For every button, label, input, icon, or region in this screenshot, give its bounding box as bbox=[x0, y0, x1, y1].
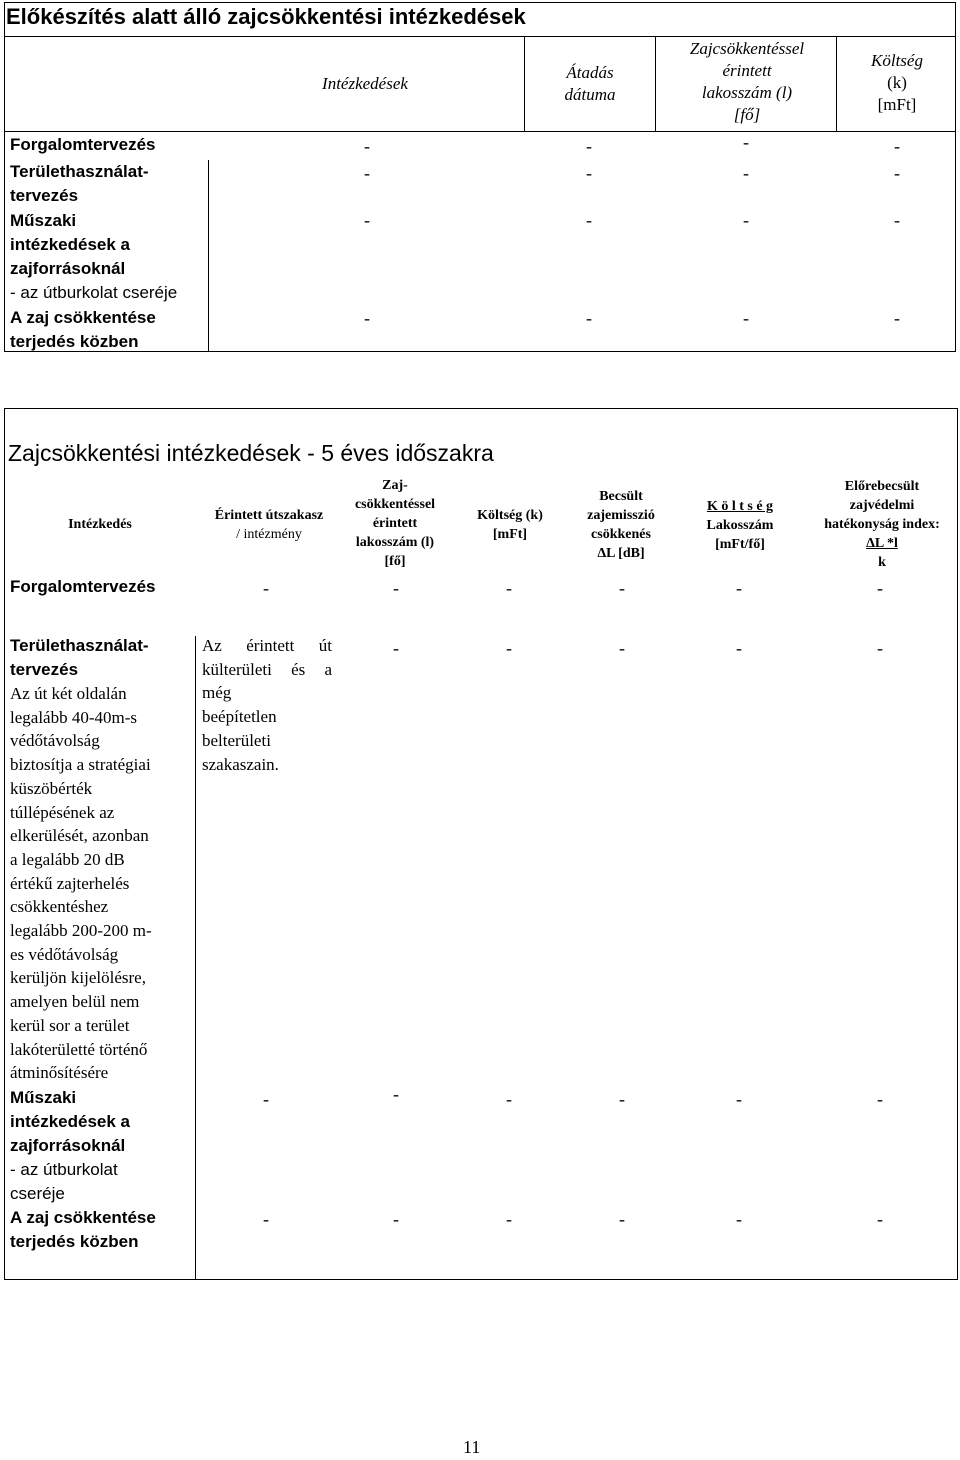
cell-value: - bbox=[894, 163, 900, 183]
cell-value: - bbox=[736, 578, 742, 598]
header-affected-population: Zaj- csökkentéssel érintett lakosszám (l) [fő] bbox=[354, 478, 436, 569]
cell-value: - bbox=[393, 578, 399, 598]
divider bbox=[836, 36, 837, 132]
cell-value: - bbox=[743, 132, 749, 152]
cell-value: - bbox=[586, 163, 592, 183]
table2-title: Zajcsökkentési intézkedések - 5 éves időszakra bbox=[8, 440, 494, 466]
cell-value: - bbox=[393, 638, 399, 658]
header-affected-section: Érintett útszakasz / intézmény bbox=[214, 508, 324, 542]
divider bbox=[524, 36, 525, 132]
cell-value: - bbox=[393, 1084, 399, 1104]
cell-value: - bbox=[743, 210, 749, 230]
cell-value: - bbox=[263, 578, 269, 598]
header-measures: Intézkedések bbox=[322, 74, 408, 93]
cell-value: - bbox=[506, 1209, 512, 1229]
cell-value: - bbox=[506, 1089, 512, 1109]
header-affected-population: Zajcsökkentéssel érintett lakosszám (l) [fő] bbox=[689, 39, 805, 124]
cell-value: - bbox=[506, 638, 512, 658]
cell-value: - bbox=[894, 308, 900, 328]
divider bbox=[655, 36, 656, 132]
cell-value: - bbox=[393, 1209, 399, 1229]
row-label-land-use-planning: Területhasználat- tervezés Az út két oldalán legalább 40-40m-s védőtávolság biztosítja a stratégiai küszöbérték túllépésének az elkerülését, azonban a legalább 20 dB értékű zajterhelés csökkentéshez legalább 200-200 m- es védőtávolság kerüljön kijelölésre, amelyen belül nem kerül sor a terület lakóterületté történő átminősítésére bbox=[10, 634, 194, 1085]
row-label-land-use-planning: Területhasználat- tervezés bbox=[10, 162, 149, 205]
cell-value: - bbox=[894, 136, 900, 156]
cell-value: - bbox=[586, 210, 592, 230]
cell-value: - bbox=[364, 163, 370, 183]
cell-value: - bbox=[263, 1089, 269, 1109]
cell-value: - bbox=[364, 308, 370, 328]
row-label-traffic-planning: Forgalomtervezés bbox=[10, 577, 156, 596]
row-label-technical-measures: Műszaki intézkedések a zajforrásoknál - az útburkolat cseréje bbox=[10, 211, 178, 302]
header-handover-date: Átadás dátuma bbox=[564, 63, 616, 104]
cell-value: - bbox=[736, 1209, 742, 1229]
cell-value: - bbox=[736, 1089, 742, 1109]
cell-value: - bbox=[586, 308, 592, 328]
cell-value: - bbox=[263, 1209, 269, 1229]
cell-value: - bbox=[619, 578, 625, 598]
table1-title: Előkészítés alatt álló zajcsökkentési intézkedések bbox=[6, 4, 526, 29]
row-label-noise-reduction-propagation: A zaj csökkentése terjedés közben bbox=[10, 1208, 156, 1251]
cell-value: - bbox=[619, 638, 625, 658]
row-label-traffic-planning: Forgalomtervezés bbox=[10, 135, 156, 154]
row-label-noise-reduction-propagation: A zaj csökkentése terjedés közben bbox=[10, 308, 156, 351]
cell-value: - bbox=[506, 578, 512, 598]
header-cost-per-person: K ö l t s é g Lakosszám [mFt/fő] bbox=[706, 499, 774, 552]
cell-value: - bbox=[619, 1209, 625, 1229]
header-cost: Költség (k) [mFt] bbox=[871, 51, 923, 114]
cell-value: - bbox=[894, 210, 900, 230]
cell-value: - bbox=[364, 210, 370, 230]
divider bbox=[4, 131, 956, 132]
header-measure: Intézkedés bbox=[68, 517, 132, 532]
divider bbox=[195, 636, 196, 1280]
cell-value: - bbox=[364, 136, 370, 156]
page-number: 11 bbox=[463, 1437, 481, 1457]
cell-value: - bbox=[619, 1089, 625, 1109]
cell-value: - bbox=[743, 308, 749, 328]
cell-value: - bbox=[877, 1209, 883, 1229]
cell-value: - bbox=[736, 638, 742, 658]
cell-value: - bbox=[877, 638, 883, 658]
land-use-description: Az út két oldalán legalább 40-40m-s védőtávolság biztosítja a stratégiai küszöbérték túllépésének az elkerülését, azonban a legalább 20 dB értékű zajterhelés csökkentéshez legalább 200-200 m- es védőtávolság kerüljön kijelölésre, amelyen belül nem kerül sor a terület lakóterületté történő átminősítésére bbox=[10, 684, 152, 1083]
divider bbox=[4, 36, 956, 37]
divider bbox=[208, 160, 209, 352]
cell-value: - bbox=[586, 136, 592, 156]
row-label-technical-measures: Műszaki intézkedések a zajforrásoknál - az útburkolat cseréje bbox=[10, 1088, 131, 1203]
header-efficiency-index: Előrebecsült zajvédelmi hatékonyság index: ΔL *l k bbox=[824, 479, 940, 570]
header-estimated-reduction: Becsült zajemisszió csökkenés ΔL [dB] bbox=[587, 489, 655, 561]
header-cost: Költség (k) [mFt] bbox=[477, 508, 543, 542]
cell-value: - bbox=[743, 163, 749, 183]
affected-section-text: Az érintett út külterületi és a még beépítetlen belterületi szakaszain. bbox=[202, 636, 332, 774]
cell-value: - bbox=[877, 578, 883, 598]
cell-value: - bbox=[877, 1089, 883, 1109]
